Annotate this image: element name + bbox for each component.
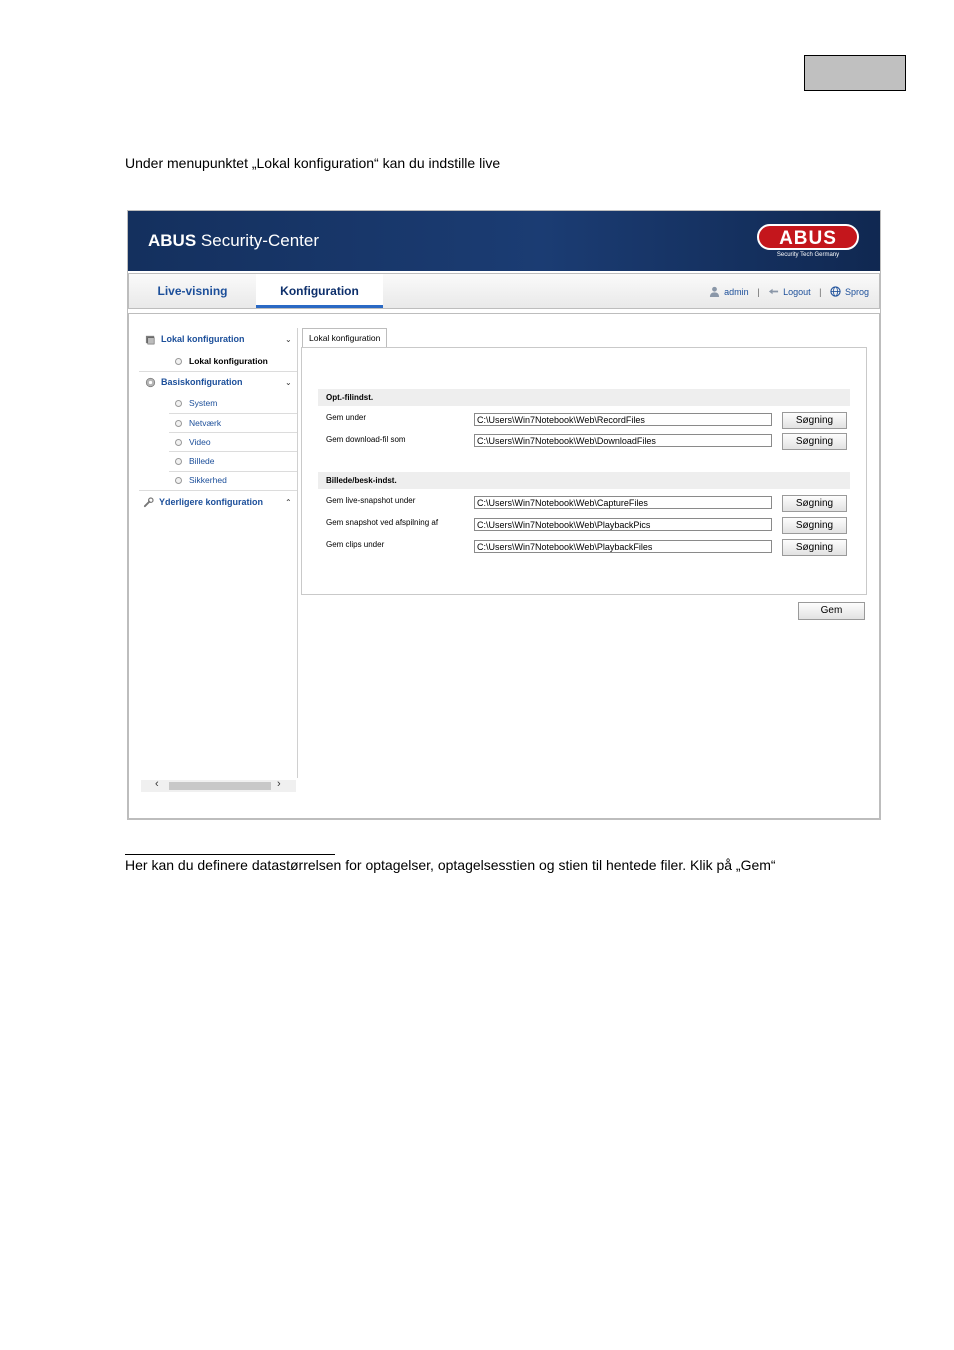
- sidebar-group-basic[interactable]: [145, 377, 243, 388]
- scroll-right-icon[interactable]: ›: [277, 778, 281, 790]
- user-link[interactable]: [709, 274, 749, 309]
- app-title-bold: ABUS: [148, 231, 197, 250]
- local-config-icon: [145, 334, 156, 345]
- download-path-field[interactable]: C:\Users\Win7Notebook\Web\DownloadFiles: [474, 434, 772, 447]
- section-heading-record-files: Opt.-filindst.: [318, 389, 850, 406]
- sidebar-group-local[interactable]: [145, 334, 245, 345]
- language-link[interactable]: [830, 274, 869, 309]
- chevron-down-icon[interactable]: ⌄: [285, 378, 292, 387]
- sidebar-scrollbar[interactable]: [141, 780, 296, 792]
- browse-button[interactable]: Søgning: [782, 517, 847, 534]
- sidebar-item-label: Video: [189, 437, 211, 447]
- playback-snapshot-path-field[interactable]: C:\Users\Win7Notebook\Web\PlaybackPics: [474, 518, 772, 531]
- bullet-icon: [175, 400, 182, 407]
- chevron-up-icon[interactable]: ⌃: [285, 498, 292, 507]
- sidebar-item-security[interactable]: [175, 475, 227, 485]
- divider: [169, 413, 297, 414]
- language-label: Sprog: [844, 286, 869, 297]
- browse-button[interactable]: Søgning: [782, 495, 847, 512]
- abus-logo: ABUS: [757, 224, 859, 250]
- tab-live-view[interactable]: Live-visning: [157, 284, 228, 298]
- separator: |: [757, 286, 760, 297]
- sidebar-item-label: System: [189, 398, 218, 408]
- sidebar-item-label: Billede: [189, 456, 215, 466]
- tab-configuration[interactable]: Konfiguration: [256, 274, 383, 308]
- sidebar-item-system[interactable]: [175, 398, 217, 408]
- footer-text: Her kan du definere datastørrelsen for optagelser, optagelsesstien og stien til hentede filer. Klik på „Gem“: [125, 857, 776, 873]
- gear-icon: [145, 377, 156, 388]
- browse-button[interactable]: Søgning: [782, 539, 847, 556]
- sidebar-group-advanced[interactable]: [143, 497, 263, 508]
- row-label: Gem clips under: [326, 540, 385, 549]
- row-label: Gem download-fil som: [326, 435, 406, 444]
- intro-text: Under menupunktet „Lokal konfiguration“ kan du indstille live: [125, 155, 501, 171]
- browse-button[interactable]: Søgning: [782, 433, 847, 450]
- logout-icon: [768, 286, 779, 297]
- row-label: Gem live-snapshot under: [326, 496, 416, 505]
- save-button[interactable]: Gem: [798, 602, 865, 620]
- sidebar-item-image[interactable]: [175, 456, 215, 466]
- browse-button[interactable]: Søgning: [782, 412, 847, 429]
- settings-panel: [301, 347, 867, 595]
- globe-icon: [830, 286, 841, 297]
- bullet-icon: [175, 420, 182, 427]
- sidebar-item-video[interactable]: [175, 437, 211, 447]
- sidebar-item-network[interactable]: [175, 418, 221, 428]
- sidebar-item-label: Netværk: [189, 418, 222, 428]
- snapshot-path-field[interactable]: C:\Users\Win7Notebook\Web\CaptureFiles: [474, 496, 772, 509]
- divider: [139, 371, 297, 372]
- page-marker-box: [804, 55, 906, 91]
- bullet-icon: [175, 477, 182, 484]
- logout-label: Logout: [783, 286, 811, 297]
- sidebar-item-label: Sikkerhed: [189, 475, 227, 485]
- scrollbar-thumb[interactable]: [169, 782, 271, 790]
- divider: [169, 451, 297, 452]
- logo-tagline: Security Tech Germany: [776, 252, 840, 258]
- app-screenshot: [127, 210, 881, 820]
- bullet-icon: [175, 439, 182, 446]
- content-area: [128, 313, 880, 819]
- app-title: [148, 231, 319, 251]
- user-name: admin: [724, 286, 749, 297]
- sidebar-group-local-label: Lokal konfiguration: [161, 334, 245, 344]
- divider: [169, 471, 297, 472]
- sidebar-group-advanced-label: Yderligere konfiguration: [159, 497, 264, 507]
- footnote-rule: [125, 854, 335, 855]
- chevron-down-icon[interactable]: ⌄: [285, 335, 292, 344]
- user-icon: [709, 286, 720, 297]
- bullet-icon: [175, 458, 182, 465]
- section-heading-image-clips: Billede/besk-indst.: [318, 472, 850, 489]
- wrench-icon: [143, 497, 154, 508]
- app-title-rest: Security-Center: [196, 231, 319, 250]
- divider: [139, 490, 297, 491]
- scroll-left-icon[interactable]: ‹: [155, 778, 159, 790]
- clips-path-field[interactable]: C:\Users\Win7Notebook\Web\PlaybackFiles: [474, 540, 772, 553]
- top-navigation: [128, 273, 880, 309]
- sidebar: [139, 328, 298, 790]
- separator: |: [819, 286, 822, 297]
- sidebar-group-basic-label: Basiskonfiguration: [161, 377, 243, 387]
- app-banner: [128, 211, 880, 271]
- divider: [169, 432, 297, 433]
- logout-link[interactable]: [768, 274, 811, 309]
- record-path-field[interactable]: C:\Users\Win7Notebook\Web\RecordFiles: [474, 413, 772, 426]
- sidebar-item-local-config[interactable]: [175, 356, 268, 366]
- subtab-local-config[interactable]: Lokal konfiguration: [302, 328, 387, 347]
- row-label: Gem under: [326, 413, 367, 422]
- sidebar-item-label: Lokal konfiguration: [189, 356, 268, 366]
- user-navigation: [709, 274, 869, 308]
- row-label: Gem snapshot ved afspilning af: [326, 518, 439, 527]
- bullet-icon: [175, 358, 182, 365]
